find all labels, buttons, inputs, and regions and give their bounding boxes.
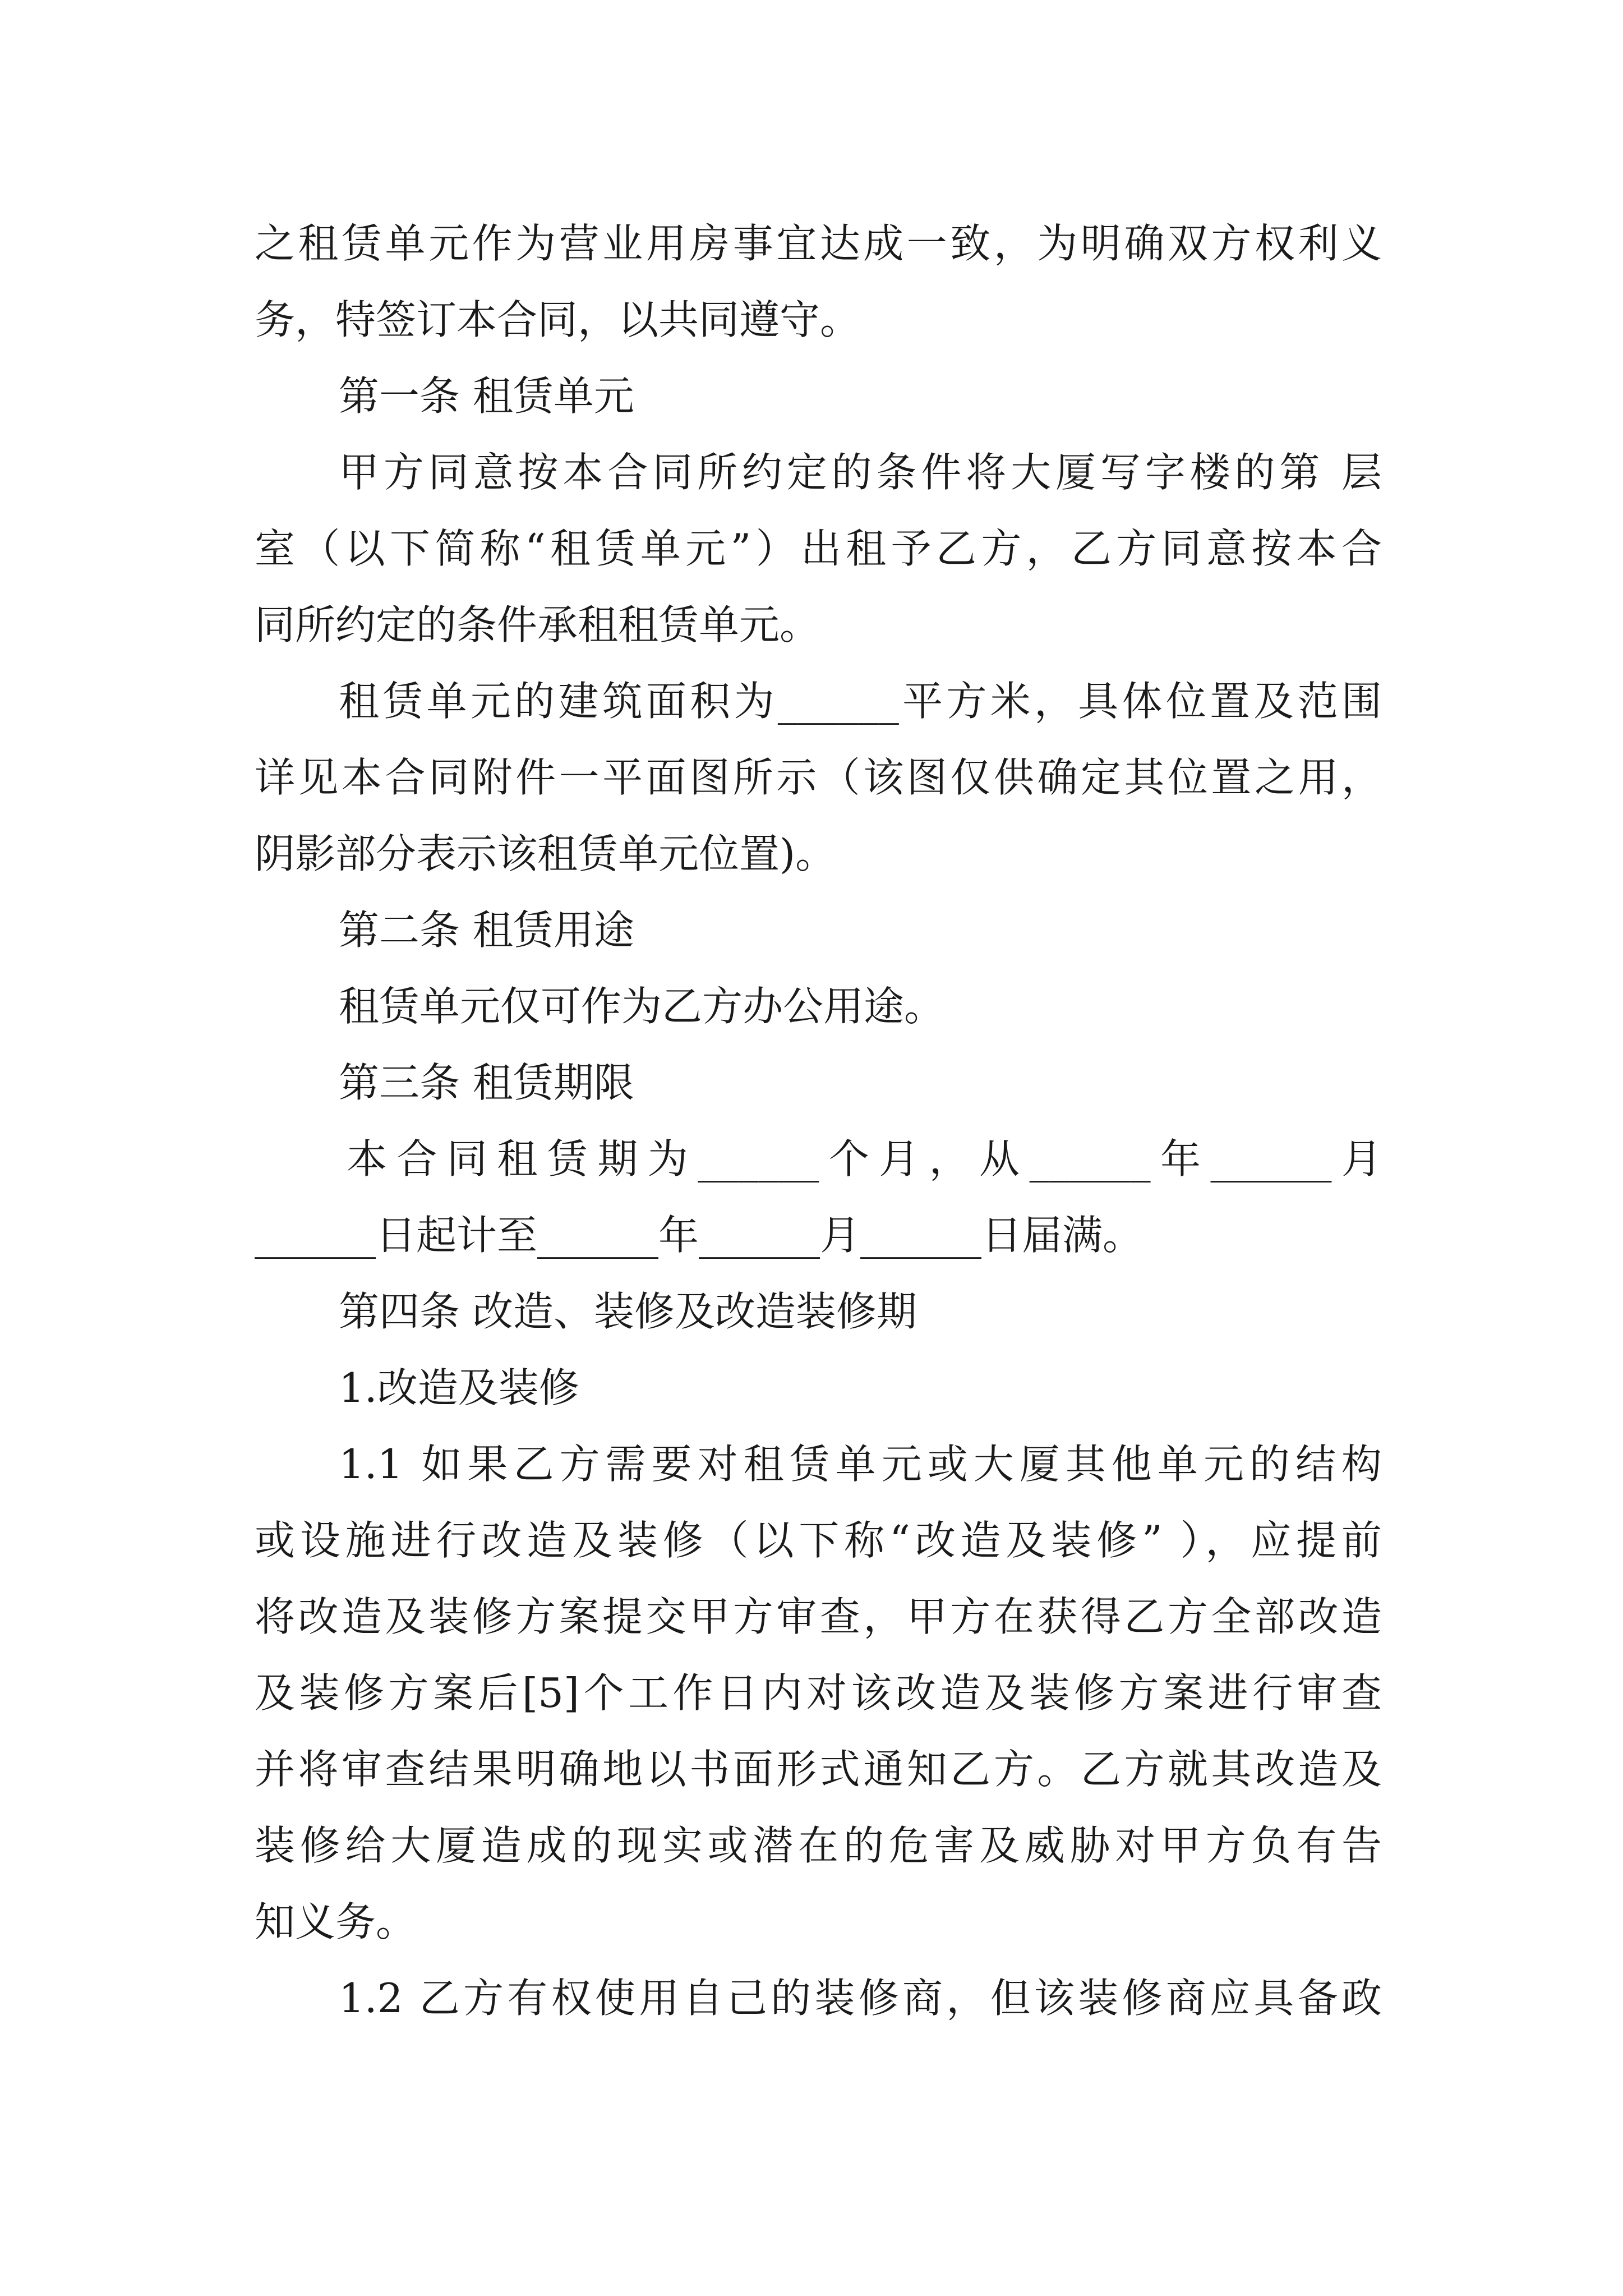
text-line: 务，特签订本合同，以共同遵守。: [255, 296, 861, 343]
text-line: 1.1 如果乙方需要对租赁单元或大厦其他单元的结构: [339, 1441, 1382, 1488]
section-heading: 1.改造及装修: [339, 1364, 579, 1411]
text-line: 室（以下简称“租赁单元”）出租予乙方，乙方同意按本合: [255, 525, 1382, 572]
text-line: 甲方同意按本合同所约定的条件将大厦写字楼的第 层: [339, 449, 1382, 496]
text-line: 并将审查结果明确地以书面形式通知乙方。乙方就其改造及: [255, 1746, 1382, 1793]
text-line: 之租赁单元作为营业用房事宜达成一致，为明确双方权利义: [255, 220, 1382, 267]
text-line: 或设施进行改造及装修（以下称“改造及装修” ），应提前: [255, 1517, 1382, 1564]
text-line: 租赁单元仅可作为乙方办公用途。: [339, 983, 945, 1030]
article-heading: 第四条 改造、装修及改造装修期: [339, 1288, 917, 1335]
text-line: 装修给大厦造成的现实或潜在的危害及威胁对甲方负有告: [255, 1822, 1382, 1869]
text-line: 详见本合同附件一平面图所示（该图仅供确定其位置之用，: [255, 754, 1382, 801]
text-line: 将改造及装修方案提交甲方审查，甲方在获得乙方全部改造: [255, 1593, 1382, 1640]
text-line: 同所约定的条件承租租赁单元。: [255, 601, 820, 648]
article-heading: 第三条 租赁期限: [339, 1059, 634, 1106]
article-heading: 第二条 租赁用途: [339, 907, 634, 954]
text-line: ______日起计至______年______月______日届满。: [255, 1212, 1144, 1259]
article-heading: 第一条 租赁单元: [339, 372, 634, 420]
text-line: 阴影部分表示该租赁单元位置)。: [255, 830, 836, 877]
text-line: 租赁单元的建筑面积为______平方米，具体位置及范围: [339, 678, 1382, 725]
text-line: 1.2 乙方有权使用自己的装修商，但该装修商应具备政: [339, 1975, 1382, 2022]
text-line: 本合同租赁期为______个月，从______年______月: [347, 1135, 1382, 1182]
text-line: 知义务。: [255, 1898, 417, 1945]
text-line: 及装修方案后[5]个工作日内对该改造及装修方案进行审查: [255, 1669, 1382, 1717]
